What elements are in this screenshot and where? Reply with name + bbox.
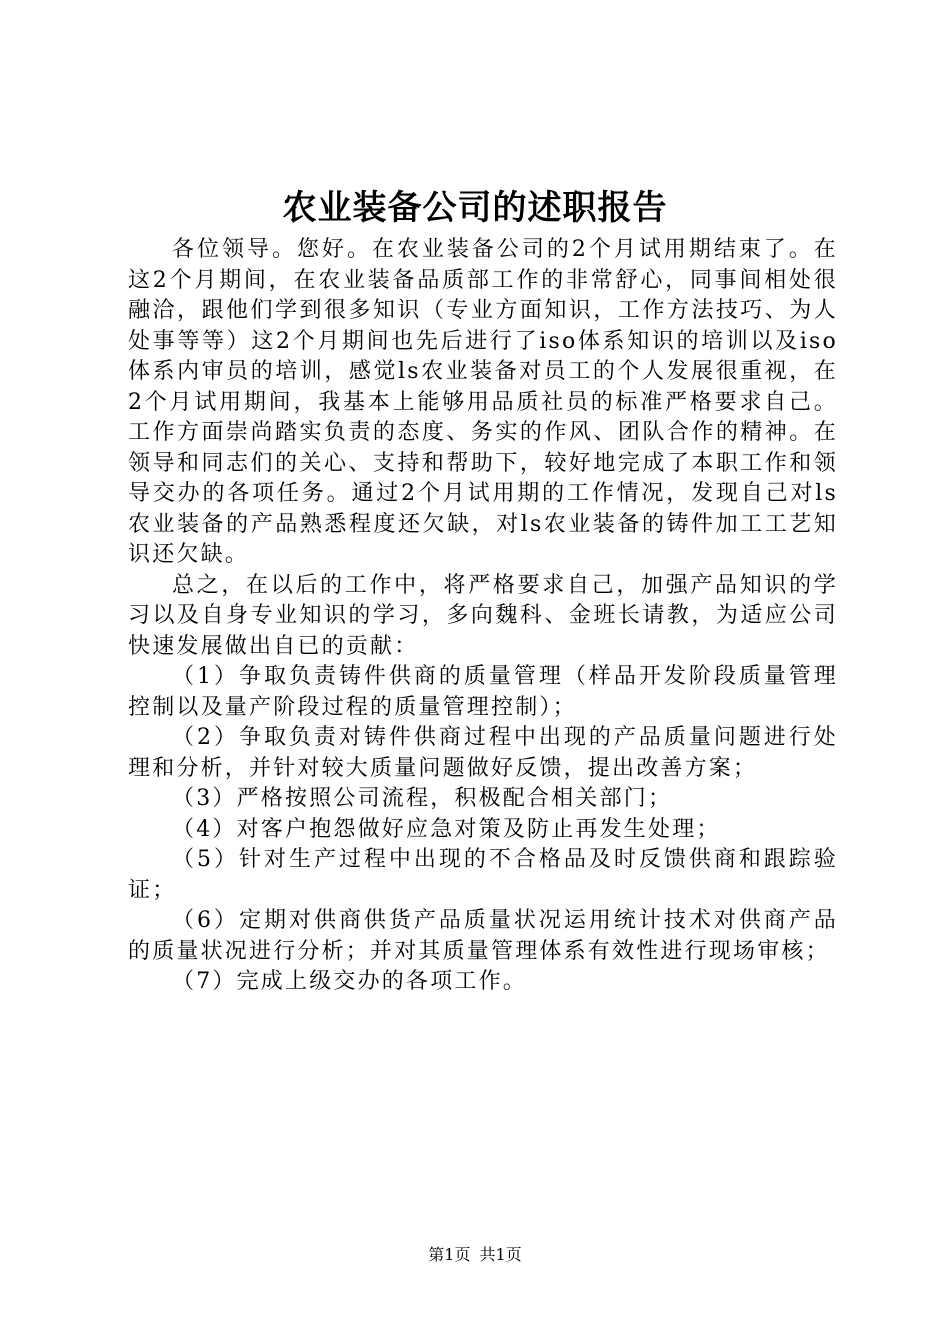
document-title: 农业装备公司的述职报告 xyxy=(282,188,668,228)
list-item-6: （6）定期对供商供货产品质量状况运用统计技术对供商产品的质量状况进行分析；并对其质量管理体系有效性进行现场审核； xyxy=(128,908,838,964)
list-item-2: （2）争取负责对铸件供商过程中出现的产品质量问题进行处理和分析，并针对较大质量问题做好反馈，提出改善方案； xyxy=(128,725,838,781)
paragraph-summary: 总之，在以后的工作中，将严格要求自己，加强产品知识的学习以及自身专业知识的学习，多向魏科、金班长请教，为适应公司快速发展做出自已的贡献： xyxy=(128,572,838,659)
list-item-4: （4）对客户抱怨做好应急对策及防止再发生处理； xyxy=(172,816,721,842)
document-body xyxy=(128,235,838,998)
list-item-1: （1）争取负责铸件供商的质量管理（样品开发阶段质量管理控制以及量产阶段过程的质量管理控制）； xyxy=(128,664,838,720)
list-item-7: （7）完成上级交办的各项工作。 xyxy=(172,969,527,994)
page-total: 共1页 xyxy=(479,1245,522,1264)
page-number: 第1页 xyxy=(428,1245,471,1264)
list-item-5: （5）针对生产过程中出现的不合格品及时反馈供商和跟踪验证； xyxy=(128,847,838,903)
paragraph-intro: 各位领导。您好。在农业装备公司的2个月试用期结束了。在这2个月期间，在农业装备品质部工作的非常舒心，同事间相处很融洽，跟他们学到很多知识（专业方面知识，工作方法技巧、为人处事等等）这2个月期间也先后进行了iso体系知识的培训以及iso体系内审员的培训，感觉ls农业装备对员工的个人发展很重视，在2个月试用期间，我基本上能够用品质社员的标准严格要求自己。工作方面崇尚踏实负责的态度、务实的作风、团队合作的精神。在领导和同志们的关心、支持和帮助下，较好地完成了本职工作和领导交办的各项任务。通过2个月试用期的工作情况，发现自己对ls农业装备的产品熟悉程度还欠缺，对ls农业装备的铸件加工工艺知识还欠缺。 xyxy=(128,237,838,567)
list-item-3: （3）严格按照公司流程，积极配合相关部门； xyxy=(172,786,673,811)
page-footer xyxy=(0,1244,950,1266)
